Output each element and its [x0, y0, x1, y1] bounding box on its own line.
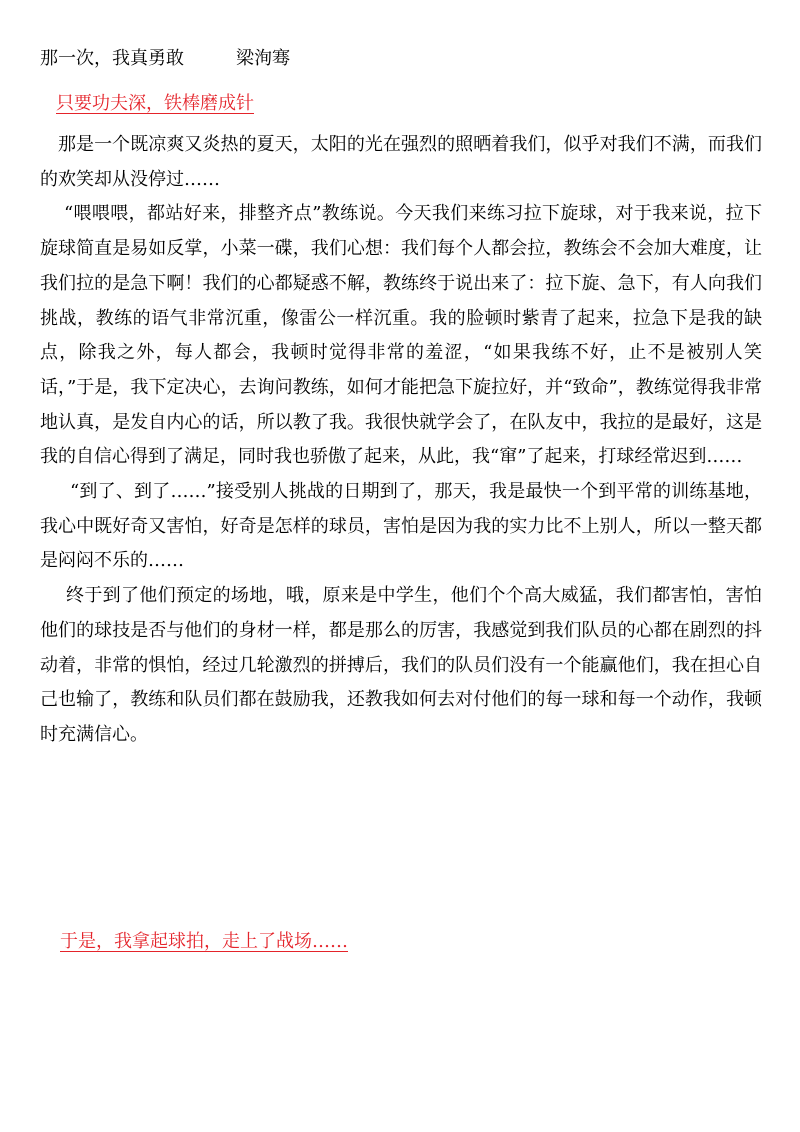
paragraph-2: “喂喂喂，都站好来，排整齐点”教练说。今天我们来练习拉下旋球，对于我来说，拉下旋球简直是易如反掌，小菜一碟，我们心想：我们每个人都会拉，教练会不会加大难度，让我们拉的是急下啊！我们的心都疑惑不解，教练终于说出来了：拉下旋、急下，有人向我们挑战，教练的语气非常沉重，像雷公一样沉重。我的脸顿时紫青了起来，拉急下是我的缺点，除我之外，每人都会，我顿时觉得非常的羞涩，“如果我练不好，止不是被别人笑话，”于是，我下定决心，去询问教练，如何才能把急下旋拉好，并“致命”，教练觉得我非常地认真，是发自内心的话，所以教了我。我很快就学会了，在队友中，我拉的是最好，这是我的自信心得到了满足，同时我也骄傲了起来，从此，我“窜”了起来，打球经常迟到……	[40, 203, 762, 468]
closing-text: 于是，我拿起球拍，走上了战场……	[60, 931, 348, 952]
author-name: 梁洵骞	[236, 48, 290, 69]
paragraph-1: 那是一个既凉爽又炎热的夏天，太阳的光在强烈的照晒着我们，似乎对我们不满，而我们的欢笑却从没停过……	[40, 134, 762, 190]
paragraph-4: 终于到了他们预定的场地，哦，原来是中学生，他们个个高大威猛，我们都害怕，害怕他们的球技是否与他们的身材一样，都是那么的厉害，我感觉到我们队员的心都在剧烈的抖动着，非常的惧怕，经过几轮激烈的拼搏后，我们的队员们没有一个能赢他们，我在担心自己也输了，教练和队员们都在鼓励我，还教我如何去对付他们的每一球和每一个动作，我顿时充满信心。	[40, 585, 762, 745]
subtitle-proverb: 只要功夫深，铁棒磨成针	[56, 93, 254, 114]
closing-line	[46, 929, 348, 955]
paragraph-3: “到了、到了……”接受别人挑战的日期到了，那天，我是最快一个到平常的训练基地，我心中既好奇又害怕，好奇是怎样的球员，害怕是因为我的实力比不上别人，所以一整天都是闷闷不乐的……	[40, 481, 762, 572]
essay-title: 那一次，我真勇敢	[40, 48, 184, 69]
essay-body	[40, 128, 762, 753]
title-line	[40, 46, 290, 72]
